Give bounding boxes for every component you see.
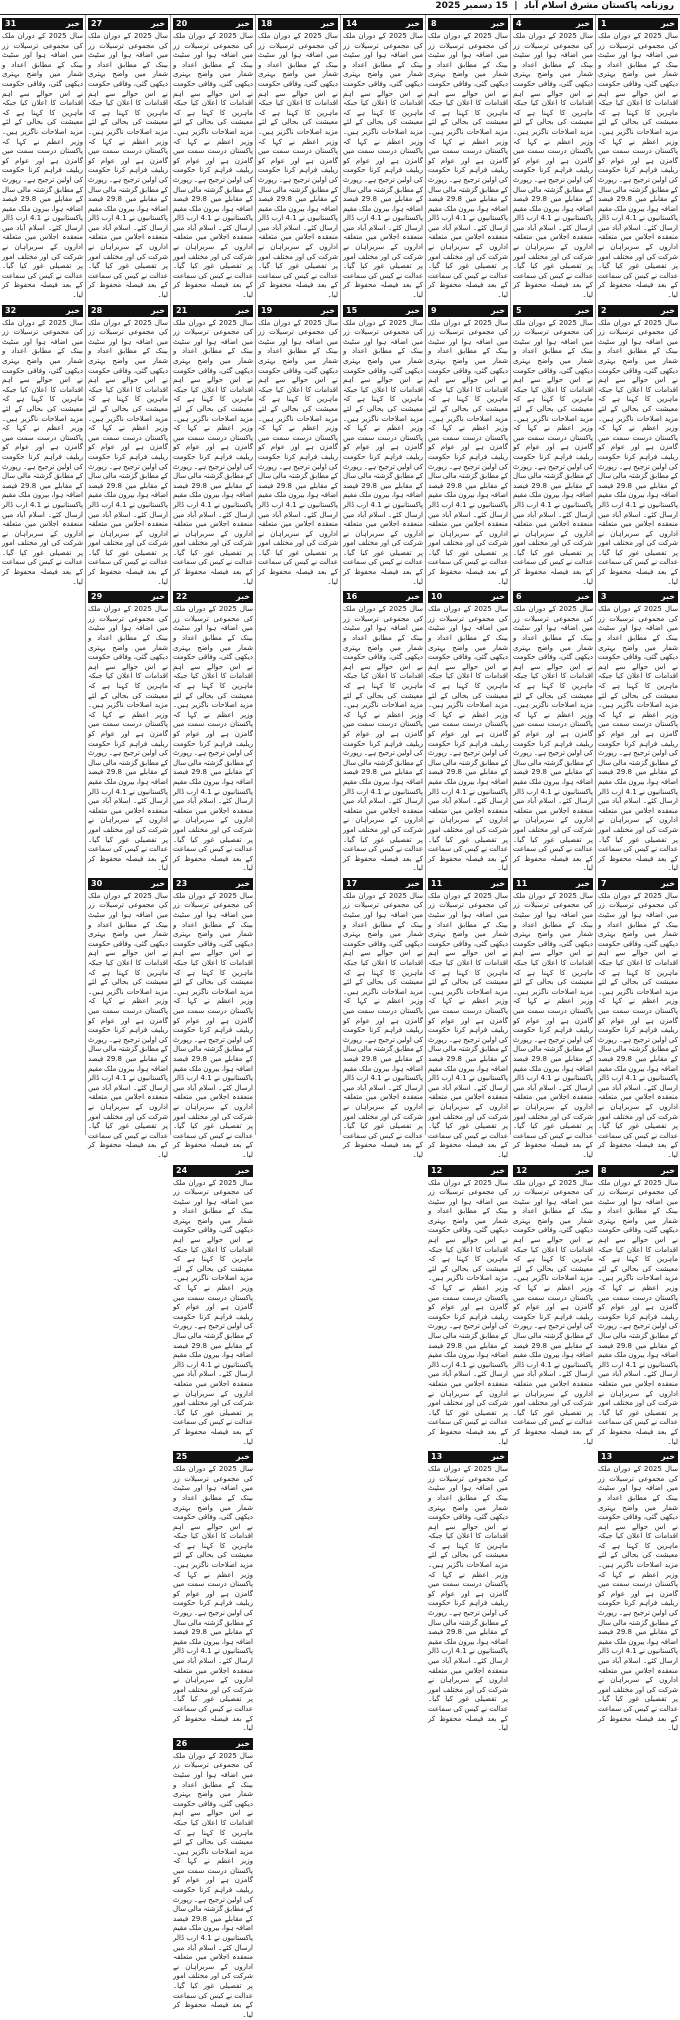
news-number-badge (513, 591, 593, 603)
badge-label: خبر (235, 19, 250, 28)
news-item (428, 305, 508, 588)
news-number-badge (88, 18, 168, 30)
badge-label: خبر (150, 305, 165, 315)
masthead-text: روزنامہ پاکستان مشرق اسلام آباد | 15 دسمبر 2025 (435, 1, 674, 11)
news-item (513, 878, 593, 1161)
news-number-badge (343, 591, 423, 603)
news-body-text: سال 2025 کے دوران ملک کی مجموعی ترسیلات زر میں اضافہ ہوا اور سٹیٹ بینک کے مطابق اعداد و شمار میں واضح بہتری دیکھی گئی، وفاقی حکومت نے اس حوالے سے اہم اقدامات کا اعلان کیا جبکہ ماہرین کا کہنا ہے کہ معیشت کی بحالی کے لئے مزید اصلاحات ناگزیر ہیں۔ وزیر اعظم نے کہا کہ پاکستان درست سمت میں گامزن ہے اور عوام کو ریلیف فراہم کرنا حکومت کی اولین ترجیح ہے۔ رپورٹ کے مطابق گزشتہ مالی سال کے مقابلے میں 29.8 فیصد اضافہ ہوا، بیرون ملک مقیم پاکستانیوں نے 4.1 ارب ڈالر ارسال کئے۔ اسلام آباد میں منعقدہ اجلاس میں متعلقہ اداروں کے سربراہان نے شرکت کی اور مختلف امور پر تفصیلی غور کیا گیا۔ عدالت نے کیس کی سماعت کے بعد فیصلہ محفوظ کر لیا۔ (173, 605, 254, 873)
badge-number: 11 (516, 878, 528, 888)
news-body-text: سال 2025 کے دوران ملک کی مجموعی ترسیلات زر میں اضافہ ہوا اور سٹیٹ بینک کے مطابق اعداد و شمار میں واضح بہتری دیکھی گئی، وفاقی حکومت نے اس حوالے سے اہم اقدامات کا اعلان کیا جبکہ ماہرین کا کہنا ہے کہ معیشت کی بحالی کے لئے مزید اصلاحات ناگزیر ہیں۔ وزیر اعظم نے کہا کہ پاکستان درست سمت میں گامزن ہے اور عوام کو ریلیف فراہم کرنا حکومت کی اولین ترجیح ہے۔ رپورٹ کے مطابق گزشتہ مالی سال کے مقابلے میں 29.8 فیصد اضافہ ہوا، بیرون ملک مقیم پاکستانیوں نے 4.1 ارب ڈالر ارسال کئے۔ اسلام آباد میں منعقدہ اجلاس میں متعلقہ اداروں کے سربراہان نے شرکت کی اور مختلف امور پر تفصیلی غور کیا گیا۔ عدالت نے کیس کی سماعت کے بعد فیصلہ محفوظ کر لیا۔ (88, 318, 169, 586)
badge-label: خبر (150, 878, 165, 888)
news-number-badge (258, 305, 338, 317)
badge-label: خبر (65, 305, 80, 315)
news-body-text: سال 2025 کے دوران ملک کی مجموعی ترسیلات زر میں اضافہ ہوا اور سٹیٹ بینک کے مطابق اعداد و شمار میں واضح بہتری دیکھی گئی، وفاقی حکومت نے اس حوالے سے اہم اقدامات کا اعلان کیا جبکہ ماہرین کا کہنا ہے کہ معیشت کی بحالی کے لئے مزید اصلاحات ناگزیر ہیں۔ وزیر اعظم نے کہا کہ پاکستان درست سمت میں گامزن ہے اور عوام کو ریلیف فراہم کرنا حکومت کی اولین ترجیح ہے۔ رپورٹ کے مطابق گزشتہ مالی سال کے مقابلے میں 29.8 فیصد اضافہ ہوا، بیرون ملک مقیم پاکستانیوں نے 4.1 ارب ڈالر ارسال کئے۔ اسلام آباد میں منعقدہ اجلاس میں متعلقہ اداروں کے سربراہان نے شرکت کی اور مختلف امور پر تفصیلی غور کیا گیا۔ عدالت نے کیس کی سماعت کے بعد فیصلہ محفوظ کر لیا۔ (428, 1465, 509, 1733)
badge-number: 28 (91, 305, 103, 315)
badge-number: 12 (431, 1165, 443, 1175)
news-item (343, 591, 423, 874)
badge-label: خبر (660, 1165, 675, 1175)
news-item (428, 878, 508, 1161)
news-body-text: سال 2025 کے دوران ملک کی مجموعی ترسیلات زر میں اضافہ ہوا اور سٹیٹ بینک کے مطابق اعداد و شمار میں واضح بہتری دیکھی گئی، وفاقی حکومت نے اس حوالے سے اہم اقدامات کا اعلان کیا جبکہ ماہرین کا کہنا ہے کہ معیشت کی بحالی کے لئے مزید اصلاحات ناگزیر ہیں۔ وزیر اعظم نے کہا کہ پاکستان درست سمت میں گامزن ہے اور عوام کو ریلیف فراہم کرنا حکومت کی اولین ترجیح ہے۔ رپورٹ کے مطابق گزشتہ مالی سال کے مقابلے میں 29.8 فیصد اضافہ ہوا، بیرون ملک مقیم پاکستانیوں نے 4.1 ارب ڈالر ارسال کئے۔ اسلام آباد میں منعقدہ اجلاس میں متعلقہ اداروں کے سربراہان نے شرکت کی اور مختلف امور پر تفصیلی غور کیا گیا۔ عدالت نے کیس کی سماعت کے بعد فیصلہ محفوظ کر لیا۔ (428, 1178, 509, 1446)
badge-label: خبر (660, 592, 675, 602)
badge-number: 17 (346, 878, 358, 888)
news-body-text: سال 2025 کے دوران ملک کی مجموعی ترسیلات زر میں اضافہ ہوا اور سٹیٹ بینک کے مطابق اعداد و شمار میں واضح بہتری دیکھی گئی، وفاقی حکومت نے اس حوالے سے اہم اقدامات کا اعلان کیا جبکہ ماہرین کا کہنا ہے کہ معیشت کی بحالی کے لئے مزید اصلاحات ناگزیر ہیں۔ وزیر اعظم نے کہا کہ پاکستان درست سمت میں گامزن ہے اور عوام کو ریلیف فراہم کرنا حکومت کی اولین ترجیح ہے۔ رپورٹ کے مطابق گزشتہ مالی سال کے مقابلے میں 29.8 فیصد اضافہ ہوا، بیرون ملک مقیم پاکستانیوں نے 4.1 ارب ڈالر ارسال کئے۔ اسلام آباد میں منعقدہ اجلاس میں متعلقہ اداروں کے سربراہان نے شرکت کی اور مختلف امور پر تفصیلی غور کیا گیا۔ عدالت نے کیس کی سماعت کے بعد فیصلہ محفوظ کر لیا۔ (428, 32, 509, 300)
badge-number: 25 (176, 1452, 188, 1462)
badge-label: خبر (235, 305, 250, 315)
news-body-text: سال 2025 کے دوران ملک کی مجموعی ترسیلات زر میں اضافہ ہوا اور سٹیٹ بینک کے مطابق اعداد و شمار میں واضح بہتری دیکھی گئی، وفاقی حکومت نے اس حوالے سے اہم اقدامات کا اعلان کیا جبکہ ماہرین کا کہنا ہے کہ معیشت کی بحالی کے لئے مزید اصلاحات ناگزیر ہیں۔ وزیر اعظم نے کہا کہ پاکستان درست سمت میں گامزن ہے اور عوام کو ریلیف فراہم کرنا حکومت کی اولین ترجیح ہے۔ رپورٹ کے مطابق گزشتہ مالی سال کے مقابلے میں 29.8 فیصد اضافہ ہوا، بیرون ملک مقیم پاکستانیوں نے 4.1 ارب ڈالر ارسال کئے۔ اسلام آباد میں منعقدہ اجلاس میں متعلقہ اداروں کے سربراہان نے شرکت کی اور مختلف امور پر تفصیلی غور کیا گیا۔ عدالت نے کیس کی سماعت کے بعد فیصلہ محفوظ کر لیا۔ (343, 891, 424, 1159)
news-body-text: سال 2025 کے دوران ملک کی مجموعی ترسیلات زر میں اضافہ ہوا اور سٹیٹ بینک کے مطابق اعداد و شمار میں واضح بہتری دیکھی گئی، وفاقی حکومت نے اس حوالے سے اہم اقدامات کا اعلان کیا جبکہ ماہرین کا کہنا ہے کہ معیشت کی بحالی کے لئے مزید اصلاحات ناگزیر ہیں۔ وزیر اعظم نے کہا کہ پاکستان درست سمت میں گامزن ہے اور عوام کو ریلیف فراہم کرنا حکومت کی اولین ترجیح ہے۔ رپورٹ کے مطابق گزشتہ مالی سال کے مقابلے میں 29.8 فیصد اضافہ ہوا، بیرون ملک مقیم پاکستانیوں نے 4.1 ارب ڈالر ارسال کئے۔ اسلام آباد میں منعقدہ اجلاس میں متعلقہ اداروں کے سربراہان نے شرکت کی اور مختلف امور پر تفصیلی غور کیا گیا۔ عدالت نے کیس کی سماعت کے بعد فیصلہ محفوظ کر لیا۔ (88, 605, 169, 873)
badge-number: 27 (91, 19, 103, 28)
news-item (343, 18, 423, 301)
badge-label: خبر (235, 592, 250, 602)
news-body-text: سال 2025 کے دوران ملک کی مجموعی ترسیلات زر میں اضافہ ہوا اور سٹیٹ بینک کے مطابق اعداد و شمار میں واضح بہتری دیکھی گئی، وفاقی حکومت نے اس حوالے سے اہم اقدامات کا اعلان کیا جبکہ ماہرین کا کہنا ہے کہ معیشت کی بحالی کے لئے مزید اصلاحات ناگزیر ہیں۔ وزیر اعظم نے کہا کہ پاکستان درست سمت میں گامزن ہے اور عوام کو ریلیف فراہم کرنا حکومت کی اولین ترجیح ہے۔ رپورٹ کے مطابق گزشتہ مالی سال کے مقابلے میں 29.8 فیصد اضافہ ہوا، بیرون ملک مقیم پاکستانیوں نے 4.1 ارب ڈالر ارسال کئے۔ اسلام آباد میں منعقدہ اجلاس میں متعلقہ اداروں کے سربراہان نے شرکت کی اور مختلف امور پر تفصیلی غور کیا گیا۔ عدالت نے کیس کی سماعت کے بعد فیصلہ محفوظ کر لیا۔ (598, 605, 679, 873)
news-number-badge (598, 591, 678, 603)
news-body-text: سال 2025 کے دوران ملک کی مجموعی ترسیلات زر میں اضافہ ہوا اور سٹیٹ بینک کے مطابق اعداد و شمار میں واضح بہتری دیکھی گئی، وفاقی حکومت نے اس حوالے سے اہم اقدامات کا اعلان کیا جبکہ ماہرین کا کہنا ہے کہ معیشت کی بحالی کے لئے مزید اصلاحات ناگزیر ہیں۔ وزیر اعظم نے کہا کہ پاکستان درست سمت میں گامزن ہے اور عوام کو ریلیف فراہم کرنا حکومت کی اولین ترجیح ہے۔ رپورٹ کے مطابق گزشتہ مالی سال کے مقابلے میں 29.8 فیصد اضافہ ہوا، بیرون ملک مقیم پاکستانیوں نے 4.1 ارب ڈالر ارسال کئے۔ اسلام آباد میں منعقدہ اجلاس میں متعلقہ اداروں کے سربراہان نے شرکت کی اور مختلف امور پر تفصیلی غور کیا گیا۔ عدالت نے کیس کی سماعت کے بعد فیصلہ محفوظ کر لیا۔ (513, 318, 594, 586)
badge-label: خبر (235, 1738, 250, 1748)
badge-number: 21 (176, 305, 188, 315)
news-item (343, 305, 423, 588)
news-body-text: سال 2025 کے دوران ملک کی مجموعی ترسیلات زر میں اضافہ ہوا اور سٹیٹ بینک کے مطابق اعداد و شمار میں واضح بہتری دیکھی گئی، وفاقی حکومت نے اس حوالے سے اہم اقدامات کا اعلان کیا جبکہ ماہرین کا کہنا ہے کہ معیشت کی بحالی کے لئے مزید اصلاحات ناگزیر ہیں۔ وزیر اعظم نے کہا کہ پاکستان درست سمت میں گامزن ہے اور عوام کو ریلیف فراہم کرنا حکومت کی اولین ترجیح ہے۔ رپورٹ کے مطابق گزشتہ مالی سال کے مقابلے میں 29.8 فیصد اضافہ ہوا، بیرون ملک مقیم پاکستانیوں نے 4.1 ارب ڈالر ارسال کئے۔ اسلام آباد میں منعقدہ اجلاس میں متعلقہ اداروں کے سربراہان نے شرکت کی اور مختلف امور پر تفصیلی غور کیا گیا۔ عدالت نے کیس کی سماعت کے بعد فیصلہ محفوظ کر لیا۔ (173, 32, 254, 300)
news-item (343, 878, 423, 1161)
news-number-badge (513, 305, 593, 317)
news-item (428, 1165, 508, 1448)
badge-label: خبر (235, 1452, 250, 1462)
badge-number: 15 (346, 305, 358, 315)
badge-number: 19 (261, 305, 273, 315)
news-body-text: سال 2025 کے دوران ملک کی مجموعی ترسیلات زر میں اضافہ ہوا اور سٹیٹ بینک کے مطابق اعداد و شمار میں واضح بہتری دیکھی گئی، وفاقی حکومت نے اس حوالے سے اہم اقدامات کا اعلان کیا جبکہ ماہرین کا کہنا ہے کہ معیشت کی بحالی کے لئے مزید اصلاحات ناگزیر ہیں۔ وزیر اعظم نے کہا کہ پاکستان درست سمت میں گامزن ہے اور عوام کو ریلیف فراہم کرنا حکومت کی اولین ترجیح ہے۔ رپورٹ کے مطابق گزشتہ مالی سال کے مقابلے میں 29.8 فیصد اضافہ ہوا، بیرون ملک مقیم پاکستانیوں نے 4.1 ارب ڈالر ارسال کئے۔ اسلام آباد میں منعقدہ اجلاس میں متعلقہ اداروں کے سربراہان نے شرکت کی اور مختلف امور پر تفصیلی غور کیا گیا۔ عدالت نے کیس کی سماعت کے بعد فیصلہ محفوظ کر لیا۔ (2, 318, 84, 586)
badge-label: خبر (490, 19, 505, 28)
news-number-badge (598, 18, 678, 30)
news-body-text: سال 2025 کے دوران ملک کی مجموعی ترسیلات زر میں اضافہ ہوا اور سٹیٹ بینک کے مطابق اعداد و شمار میں واضح بہتری دیکھی گئی، وفاقی حکومت نے اس حوالے سے اہم اقدامات کا اعلان کیا جبکہ ماہرین کا کہنا ہے کہ معیشت کی بحالی کے لئے مزید اصلاحات ناگزیر ہیں۔ وزیر اعظم نے کہا کہ پاکستان درست سمت میں گامزن ہے اور عوام کو ریلیف فراہم کرنا حکومت کی اولین ترجیح ہے۔ رپورٹ کے مطابق گزشتہ مالی سال کے مقابلے میں 29.8 فیصد اضافہ ہوا، بیرون ملک مقیم پاکستانیوں نے 4.1 ارب ڈالر ارسال کئے۔ اسلام آباد میں منعقدہ اجلاس میں متعلقہ اداروں کے سربراہان نے شرکت کی اور مختلف امور پر تفصیلی غور کیا گیا۔ عدالت نے کیس کی سماعت کے بعد فیصلہ محفوظ کر لیا۔ (2, 32, 84, 300)
news-item (513, 591, 593, 874)
news-number-badge (513, 18, 593, 30)
badge-label: خبر (320, 305, 335, 315)
news-body-text: سال 2025 کے دوران ملک کی مجموعی ترسیلات زر میں اضافہ ہوا اور سٹیٹ بینک کے مطابق اعداد و شمار میں واضح بہتری دیکھی گئی، وفاقی حکومت نے اس حوالے سے اہم اقدامات کا اعلان کیا جبکہ ماہرین کا کہنا ہے کہ معیشت کی بحالی کے لئے مزید اصلاحات ناگزیر ہیں۔ وزیر اعظم نے کہا کہ پاکستان درست سمت میں گامزن ہے اور عوام کو ریلیف فراہم کرنا حکومت کی اولین ترجیح ہے۔ رپورٹ کے مطابق گزشتہ مالی سال کے مقابلے میں 29.8 فیصد اضافہ ہوا، بیرون ملک مقیم پاکستانیوں نے 4.1 ارب ڈالر ارسال کئے۔ اسلام آباد میں منعقدہ اجلاس میں متعلقہ اداروں کے سربراہان نے شرکت کی اور مختلف امور پر تفصیلی غور کیا گیا۔ عدالت نے کیس کی سماعت کے بعد فیصلہ محفوظ کر لیا۔ (513, 1178, 594, 1446)
badge-number: 1 (601, 19, 607, 28)
badge-label: خبر (490, 1165, 505, 1175)
news-body-text: سال 2025 کے دوران ملک کی مجموعی ترسیلات زر میں اضافہ ہوا اور سٹیٹ بینک کے مطابق اعداد و شمار میں واضح بہتری دیکھی گئی، وفاقی حکومت نے اس حوالے سے اہم اقدامات کا اعلان کیا جبکہ ماہرین کا کہنا ہے کہ معیشت کی بحالی کے لئے مزید اصلاحات ناگزیر ہیں۔ وزیر اعظم نے کہا کہ پاکستان درست سمت میں گامزن ہے اور عوام کو ریلیف فراہم کرنا حکومت کی اولین ترجیح ہے۔ رپورٹ کے مطابق گزشتہ مالی سال کے مقابلے میں 29.8 فیصد اضافہ ہوا، بیرون ملک مقیم پاکستانیوں نے 4.1 ارب ڈالر ارسال کئے۔ اسلام آباد میں منعقدہ اجلاس میں متعلقہ اداروں کے سربراہان نے شرکت کی اور مختلف امور پر تفصیلی غور کیا گیا۔ عدالت نے کیس کی سماعت کے بعد فیصلہ محفوظ کر لیا۔ (513, 605, 594, 873)
news-column (510, 15, 595, 1446)
news-number-badge (258, 18, 338, 30)
badge-label: خبر (660, 305, 675, 315)
badge-number: 23 (176, 878, 188, 888)
badge-label: خبر (405, 878, 420, 888)
news-number-badge (598, 878, 678, 890)
news-body-text: سال 2025 کے دوران ملک کی مجموعی ترسیلات زر میں اضافہ ہوا اور سٹیٹ بینک کے مطابق اعداد و شمار میں واضح بہتری دیکھی گئی، وفاقی حکومت نے اس حوالے سے اہم اقدامات کا اعلان کیا جبکہ ماہرین کا کہنا ہے کہ معیشت کی بحالی کے لئے مزید اصلاحات ناگزیر ہیں۔ وزیر اعظم نے کہا کہ پاکستان درست سمت میں گامزن ہے اور عوام کو ریلیف فراہم کرنا حکومت کی اولین ترجیح ہے۔ رپورٹ کے مطابق گزشتہ مالی سال کے مقابلے میں 29.8 فیصد اضافہ ہوا، بیرون ملک مقیم پاکستانیوں نے 4.1 ارب ڈالر ارسال کئے۔ اسلام آباد میں منعقدہ اجلاس میں متعلقہ اداروں کے سربراہان نے شرکت کی اور مختلف امور پر تفصیلی غور کیا گیا۔ عدالت نے کیس کی سماعت کے بعد فیصلہ محفوظ کر لیا۔ (258, 32, 339, 300)
badge-number: 26 (176, 1738, 188, 1748)
news-number-badge (173, 18, 253, 30)
news-body-text: سال 2025 کے دوران ملک کی مجموعی ترسیلات زر میں اضافہ ہوا اور سٹیٹ بینک کے مطابق اعداد و شمار میں واضح بہتری دیکھی گئی، وفاقی حکومت نے اس حوالے سے اہم اقدامات کا اعلان کیا جبکہ ماہرین کا کہنا ہے کہ معیشت کی بحالی کے لئے مزید اصلاحات ناگزیر ہیں۔ وزیر اعظم نے کہا کہ پاکستان درست سمت میں گامزن ہے اور عوام کو ریلیف فراہم کرنا حکومت کی اولین ترجیح ہے۔ رپورٹ کے مطابق گزشتہ مالی سال کے مقابلے میں 29.8 فیصد اضافہ ہوا، بیرون ملک مقیم پاکستانیوں نے 4.1 ارب ڈالر ارسال کئے۔ اسلام آباد میں منعقدہ اجلاس میں متعلقہ اداروں کے سربراہان نے شرکت کی اور مختلف امور پر تفصیلی غور کیا گیا۔ عدالت نے کیس کی سماعت کے بعد فیصلہ محفوظ کر لیا۔ (598, 891, 679, 1159)
news-item (598, 1165, 678, 1448)
news-columns (0, 15, 680, 2019)
news-body-text: سال 2025 کے دوران ملک کی مجموعی ترسیلات زر میں اضافہ ہوا اور سٹیٹ بینک کے مطابق اعداد و شمار میں واضح بہتری دیکھی گئی، وفاقی حکومت نے اس حوالے سے اہم اقدامات کا اعلان کیا جبکہ ماہرین کا کہنا ہے کہ معیشت کی بحالی کے لئے مزید اصلاحات ناگزیر ہیں۔ وزیر اعظم نے کہا کہ پاکستان درست سمت میں گامزن ہے اور عوام کو ریلیف فراہم کرنا حکومت کی اولین ترجیح ہے۔ رپورٹ کے مطابق گزشتہ مالی سال کے مقابلے میں 29.8 فیصد اضافہ ہوا، بیرون ملک مقیم پاکستانیوں نے 4.1 ارب ڈالر ارسال کئے۔ اسلام آباد میں منعقدہ اجلاس میں متعلقہ اداروں کے سربراہان نے شرکت کی اور مختلف امور پر تفصیلی غور کیا گیا۔ عدالت نے کیس کی سماعت کے بعد فیصلہ محفوظ کر لیا۔ (598, 318, 679, 586)
news-number-badge (88, 878, 168, 890)
badge-label: خبر (150, 592, 165, 602)
badge-label: خبر (235, 1165, 250, 1175)
news-item (173, 591, 253, 874)
badge-number: 24 (176, 1165, 188, 1175)
badge-label: خبر (660, 1452, 675, 1462)
news-body-text: سال 2025 کے دوران ملک کی مجموعی ترسیلات زر میں اضافہ ہوا اور سٹیٹ بینک کے مطابق اعداد و شمار میں واضح بہتری دیکھی گئی، وفاقی حکومت نے اس حوالے سے اہم اقدامات کا اعلان کیا جبکہ ماہرین کا کہنا ہے کہ معیشت کی بحالی کے لئے مزید اصلاحات ناگزیر ہیں۔ وزیر اعظم نے کہا کہ پاکستان درست سمت میں گامزن ہے اور عوام کو ریلیف فراہم کرنا حکومت کی اولین ترجیح ہے۔ رپورٹ کے مطابق گزشتہ مالی سال کے مقابلے میں 29.8 فیصد اضافہ ہوا، بیرون ملک مقیم پاکستانیوں نے 4.1 ارب ڈالر ارسال کئے۔ اسلام آباد میں منعقدہ اجلاس میں متعلقہ اداروں کے سربراہان نے شرکت کی اور مختلف امور پر تفصیلی غور کیا گیا۔ عدالت نے کیس کی سماعت کے بعد فیصلہ محفوظ کر لیا۔ (173, 1751, 254, 2019)
news-body-text: سال 2025 کے دوران ملک کی مجموعی ترسیلات زر میں اضافہ ہوا اور سٹیٹ بینک کے مطابق اعداد و شمار میں واضح بہتری دیکھی گئی، وفاقی حکومت نے اس حوالے سے اہم اقدامات کا اعلان کیا جبکہ ماہرین کا کہنا ہے کہ معیشت کی بحالی کے لئے مزید اصلاحات ناگزیر ہیں۔ وزیر اعظم نے کہا کہ پاکستان درست سمت میں گامزن ہے اور عوام کو ریلیف فراہم کرنا حکومت کی اولین ترجیح ہے۔ رپورٹ کے مطابق گزشتہ مالی سال کے مقابلے میں 29.8 فیصد اضافہ ہوا، بیرون ملک مقیم پاکستانیوں نے 4.1 ارب ڈالر ارسال کئے۔ اسلام آباد میں منعقدہ اجلاس میں متعلقہ اداروں کے سربراہان نے شرکت کی اور مختلف امور پر تفصیلی غور کیا گیا۔ عدالت نے کیس کی سماعت کے بعد فیصلہ محفوظ کر لیا۔ (88, 891, 169, 1159)
badge-label: خبر (405, 305, 420, 315)
news-body-text: سال 2025 کے دوران ملک کی مجموعی ترسیلات زر میں اضافہ ہوا اور سٹیٹ بینک کے مطابق اعداد و شمار میں واضح بہتری دیکھی گئی، وفاقی حکومت نے اس حوالے سے اہم اقدامات کا اعلان کیا جبکہ ماہرین کا کہنا ہے کہ معیشت کی بحالی کے لئے مزید اصلاحات ناگزیر ہیں۔ وزیر اعظم نے کہا کہ پاکستان درست سمت میں گامزن ہے اور عوام کو ریلیف فراہم کرنا حکومت کی اولین ترجیح ہے۔ رپورٹ کے مطابق گزشتہ مالی سال کے مقابلے میں 29.8 فیصد اضافہ ہوا، بیرون ملک مقیم پاکستانیوں نے 4.1 ارب ڈالر ارسال کئے۔ اسلام آباد میں منعقدہ اجلاس میں متعلقہ اداروں کے سربراہان نے شرکت کی اور مختلف امور پر تفصیلی غور کیا گیا۔ عدالت نے کیس کی سماعت کے بعد فیصلہ محفوظ کر لیا۔ (343, 318, 424, 586)
news-body-text: سال 2025 کے دوران ملک کی مجموعی ترسیلات زر میں اضافہ ہوا اور سٹیٹ بینک کے مطابق اعداد و شمار میں واضح بہتری دیکھی گئی، وفاقی حکومت نے اس حوالے سے اہم اقدامات کا اعلان کیا جبکہ ماہرین کا کہنا ہے کہ معیشت کی بحالی کے لئے مزید اصلاحات ناگزیر ہیں۔ وزیر اعظم نے کہا کہ پاکستان درست سمت میں گامزن ہے اور عوام کو ریلیف فراہم کرنا حکومت کی اولین ترجیح ہے۔ رپورٹ کے مطابق گزشتہ مالی سال کے مقابلے میں 29.8 فیصد اضافہ ہوا، بیرون ملک مقیم پاکستانیوں نے 4.1 ارب ڈالر ارسال کئے۔ اسلام آباد میں منعقدہ اجلاس میں متعلقہ اداروں کے سربراہان نے شرکت کی اور مختلف امور پر تفصیلی غور کیا گیا۔ عدالت نے کیس کی سماعت کے بعد فیصلہ محفوظ کر لیا۔ (428, 605, 509, 873)
news-body-text: سال 2025 کے دوران ملک کی مجموعی ترسیلات زر میں اضافہ ہوا اور سٹیٹ بینک کے مطابق اعداد و شمار میں واضح بہتری دیکھی گئی، وفاقی حکومت نے اس حوالے سے اہم اقدامات کا اعلان کیا جبکہ ماہرین کا کہنا ہے کہ معیشت کی بحالی کے لئے مزید اصلاحات ناگزیر ہیں۔ وزیر اعظم نے کہا کہ پاکستان درست سمت میں گامزن ہے اور عوام کو ریلیف فراہم کرنا حکومت کی اولین ترجیح ہے۔ رپورٹ کے مطابق گزشتہ مالی سال کے مقابلے میں 29.8 فیصد اضافہ ہوا، بیرون ملک مقیم پاکستانیوں نے 4.1 ارب ڈالر ارسال کئے۔ اسلام آباد میں منعقدہ اجلاس میں متعلقہ اداروں کے سربراہان نے شرکت کی اور مختلف امور پر تفصیلی غور کیا گیا۔ عدالت نے کیس کی سماعت کے بعد فیصلہ محفوظ کر لیا۔ (598, 1465, 679, 1733)
badge-number: 2 (601, 305, 607, 315)
badge-number: 32 (5, 305, 17, 315)
news-column (85, 15, 170, 1159)
news-body-text: سال 2025 کے دوران ملک کی مجموعی ترسیلات زر میں اضافہ ہوا اور سٹیٹ بینک کے مطابق اعداد و شمار میں واضح بہتری دیکھی گئی، وفاقی حکومت نے اس حوالے سے اہم اقدامات کا اعلان کیا جبکہ ماہرین کا کہنا ہے کہ معیشت کی بحالی کے لئے مزید اصلاحات ناگزیر ہیں۔ وزیر اعظم نے کہا کہ پاکستان درست سمت میں گامزن ہے اور عوام کو ریلیف فراہم کرنا حکومت کی اولین ترجیح ہے۔ رپورٹ کے مطابق گزشتہ مالی سال کے مقابلے میں 29.8 فیصد اضافہ ہوا، بیرون ملک مقیم پاکستانیوں نے 4.1 ارب ڈالر ارسال کئے۔ اسلام آباد میں منعقدہ اجلاس میں متعلقہ اداروں کے سربراہان نے شرکت کی اور مختلف امور پر تفصیلی غور کیا گیا۔ عدالت نے کیس کی سماعت کے بعد فیصلہ محفوظ کر لیا۔ (173, 1178, 254, 1446)
news-item (428, 1451, 508, 1734)
news-column (255, 15, 340, 1135)
badge-number: 18 (261, 19, 273, 28)
news-number-badge (173, 591, 253, 603)
news-body-text: سال 2025 کے دوران ملک کی مجموعی ترسیلات زر میں اضافہ ہوا اور سٹیٹ بینک کے مطابق اعداد و شمار میں واضح بہتری دیکھی گئی، وفاقی حکومت نے اس حوالے سے اہم اقدامات کا اعلان کیا جبکہ ماہرین کا کہنا ہے کہ معیشت کی بحالی کے لئے مزید اصلاحات ناگزیر ہیں۔ وزیر اعظم نے کہا کہ پاکستان درست سمت میں گامزن ہے اور عوام کو ریلیف فراہم کرنا حکومت کی اولین ترجیح ہے۔ رپورٹ کے مطابق گزشتہ مالی سال کے مقابلے میں 29.8 فیصد اضافہ ہوا، بیرون ملک مقیم پاکستانیوں نے 4.1 ارب ڈالر ارسال کئے۔ اسلام آباد میں منعقدہ اجلاس میں متعلقہ اداروں کے سربراہان نے شرکت کی اور مختلف امور پر تفصیلی غور کیا گیا۔ عدالت نے کیس کی سماعت کے بعد فیصلہ محفوظ کر لیا۔ (173, 891, 254, 1159)
news-item (598, 305, 678, 588)
badge-label: خبر (490, 592, 505, 602)
news-column (0, 15, 85, 1135)
news-number-badge (88, 305, 168, 317)
badge-label: خبر (575, 305, 590, 315)
news-number-badge (428, 878, 508, 890)
news-body-text: سال 2025 کے دوران ملک کی مجموعی ترسیلات زر میں اضافہ ہوا اور سٹیٹ بینک کے مطابق اعداد و شمار میں واضح بہتری دیکھی گئی، وفاقی حکومت نے اس حوالے سے اہم اقدامات کا اعلان کیا جبکہ ماہرین کا کہنا ہے کہ معیشت کی بحالی کے لئے مزید اصلاحات ناگزیر ہیں۔ وزیر اعظم نے کہا کہ پاکستان درست سمت میں گامزن ہے اور عوام کو ریلیف فراہم کرنا حکومت کی اولین ترجیح ہے۔ رپورٹ کے مطابق گزشتہ مالی سال کے مقابلے میں 29.8 فیصد اضافہ ہوا، بیرون ملک مقیم پاکستانیوں نے 4.1 ارب ڈالر ارسال کئے۔ اسلام آباد میں منعقدہ اجلاس میں متعلقہ اداروں کے سربراہان نے شرکت کی اور مختلف امور پر تفصیلی غور کیا گیا۔ عدالت نے کیس کی سماعت کے بعد فیصلہ محفوظ کر لیا۔ (173, 1465, 254, 1733)
news-number-badge (428, 1165, 508, 1177)
badge-number: 12 (516, 1165, 528, 1175)
badge-label: خبر (490, 1452, 505, 1462)
badge-label: خبر (660, 878, 675, 888)
news-column (170, 15, 255, 2019)
badge-label: خبر (235, 878, 250, 888)
news-item (513, 1165, 593, 1448)
badge-number: 4 (516, 19, 522, 28)
news-item (88, 591, 168, 874)
news-number-badge (173, 1738, 253, 1750)
badge-number: 10 (431, 592, 443, 602)
news-number-badge (173, 878, 253, 890)
badge-label: خبر (660, 19, 675, 28)
news-body-text: سال 2025 کے دوران ملک کی مجموعی ترسیلات زر میں اضافہ ہوا اور سٹیٹ بینک کے مطابق اعداد و شمار میں واضح بہتری دیکھی گئی، وفاقی حکومت نے اس حوالے سے اہم اقدامات کا اعلان کیا جبکہ ماہرین کا کہنا ہے کہ معیشت کی بحالی کے لئے مزید اصلاحات ناگزیر ہیں۔ وزیر اعظم نے کہا کہ پاکستان درست سمت میں گامزن ہے اور عوام کو ریلیف فراہم کرنا حکومت کی اولین ترجیح ہے۔ رپورٹ کے مطابق گزشتہ مالی سال کے مقابلے میں 29.8 فیصد اضافہ ہوا، بیرون ملک مقیم پاکستانیوں نے 4.1 ارب ڈالر ارسال کئے۔ اسلام آباد میں منعقدہ اجلاس میں متعلقہ اداروں کے سربراہان نے شرکت کی اور مختلف امور پر تفصیلی غور کیا گیا۔ عدالت نے کیس کی سماعت کے بعد فیصلہ محفوظ کر لیا۔ (88, 32, 169, 300)
news-number-badge (428, 18, 508, 30)
news-item (173, 1165, 253, 1448)
news-body-text: سال 2025 کے دوران ملک کی مجموعی ترسیلات زر میں اضافہ ہوا اور سٹیٹ بینک کے مطابق اعداد و شمار میں واضح بہتری دیکھی گئی، وفاقی حکومت نے اس حوالے سے اہم اقدامات کا اعلان کیا جبکہ ماہرین کا کہنا ہے کہ معیشت کی بحالی کے لئے مزید اصلاحات ناگزیر ہیں۔ وزیر اعظم نے کہا کہ پاکستان درست سمت میں گامزن ہے اور عوام کو ریلیف فراہم کرنا حکومت کی اولین ترجیح ہے۔ رپورٹ کے مطابق گزشتہ مالی سال کے مقابلے میں 29.8 فیصد اضافہ ہوا، بیرون ملک مقیم پاکستانیوں نے 4.1 ارب ڈالر ارسال کئے۔ اسلام آباد میں منعقدہ اجلاس میں متعلقہ اداروں کے سربراہان نے شرکت کی اور مختلف امور پر تفصیلی غور کیا گیا۔ عدالت نے کیس کی سماعت کے بعد فیصلہ محفوظ کر لیا۔ (513, 32, 594, 300)
news-item (258, 305, 338, 588)
badge-label: خبر (150, 19, 165, 28)
news-item (428, 591, 508, 874)
masthead-title: روزنامہ پاکستان مشرق اسلام آباد (523, 1, 674, 11)
news-item (88, 18, 168, 301)
badge-label: خبر (490, 878, 505, 888)
news-number-badge (173, 305, 253, 317)
badge-number: 29 (91, 592, 103, 602)
news-number-badge (343, 18, 423, 30)
news-number-badge (173, 1165, 253, 1177)
news-number-badge (513, 878, 593, 890)
news-body-text: سال 2025 کے دوران ملک کی مجموعی ترسیلات زر میں اضافہ ہوا اور سٹیٹ بینک کے مطابق اعداد و شمار میں واضح بہتری دیکھی گئی، وفاقی حکومت نے اس حوالے سے اہم اقدامات کا اعلان کیا جبکہ ماہرین کا کہنا ہے کہ معیشت کی بحالی کے لئے مزید اصلاحات ناگزیر ہیں۔ وزیر اعظم نے کہا کہ پاکستان درست سمت میں گامزن ہے اور عوام کو ریلیف فراہم کرنا حکومت کی اولین ترجیح ہے۔ رپورٹ کے مطابق گزشتہ مالی سال کے مقابلے میں 29.8 فیصد اضافہ ہوا، بیرون ملک مقیم پاکستانیوں نے 4.1 ارب ڈالر ارسال کئے۔ اسلام آباد میں منعقدہ اجلاس میں متعلقہ اداروں کے سربراہان نے شرکت کی اور مختلف امور پر تفصیلی غور کیا گیا۔ عدالت نے کیس کی سماعت کے بعد فیصلہ محفوظ کر لیا۔ (343, 32, 424, 300)
news-item (598, 878, 678, 1161)
badge-number: 13 (431, 1452, 443, 1462)
news-body-text: سال 2025 کے دوران ملک کی مجموعی ترسیلات زر میں اضافہ ہوا اور سٹیٹ بینک کے مطابق اعداد و شمار میں واضح بہتری دیکھی گئی، وفاقی حکومت نے اس حوالے سے اہم اقدامات کا اعلان کیا جبکہ ماہرین کا کہنا ہے کہ معیشت کی بحالی کے لئے مزید اصلاحات ناگزیر ہیں۔ وزیر اعظم نے کہا کہ پاکستان درست سمت میں گامزن ہے اور عوام کو ریلیف فراہم کرنا حکومت کی اولین ترجیح ہے۔ رپورٹ کے مطابق گزشتہ مالی سال کے مقابلے میں 29.8 فیصد اضافہ ہوا، بیرون ملک مقیم پاکستانیوں نے 4.1 ارب ڈالر ارسال کئے۔ اسلام آباد میں منعقدہ اجلاس میں متعلقہ اداروں کے سربراہان نے شرکت کی اور مختلف امور پر تفصیلی غور کیا گیا۔ عدالت نے کیس کی سماعت کے بعد فیصلہ محفوظ کر لیا۔ (598, 32, 679, 300)
news-number-badge (2, 18, 83, 30)
news-body-text: سال 2025 کے دوران ملک کی مجموعی ترسیلات زر میں اضافہ ہوا اور سٹیٹ بینک کے مطابق اعداد و شمار میں واضح بہتری دیکھی گئی، وفاقی حکومت نے اس حوالے سے اہم اقدامات کا اعلان کیا جبکہ ماہرین کا کہنا ہے کہ معیشت کی بحالی کے لئے مزید اصلاحات ناگزیر ہیں۔ وزیر اعظم نے کہا کہ پاکستان درست سمت میں گامزن ہے اور عوام کو ریلیف فراہم کرنا حکومت کی اولین ترجیح ہے۔ رپورٹ کے مطابق گزشتہ مالی سال کے مقابلے میں 29.8 فیصد اضافہ ہوا، بیرون ملک مقیم پاکستانیوں نے 4.1 ارب ڈالر ارسال کئے۔ اسلام آباد میں منعقدہ اجلاس میں متعلقہ اداروں کے سربراہان نے شرکت کی اور مختلف امور پر تفصیلی غور کیا گیا۔ عدالت نے کیس کی سماعت کے بعد فیصلہ محفوظ کر لیا۔ (173, 318, 254, 586)
news-body-text: سال 2025 کے دوران ملک کی مجموعی ترسیلات زر میں اضافہ ہوا اور سٹیٹ بینک کے مطابق اعداد و شمار میں واضح بہتری دیکھی گئی، وفاقی حکومت نے اس حوالے سے اہم اقدامات کا اعلان کیا جبکہ ماہرین کا کہنا ہے کہ معیشت کی بحالی کے لئے مزید اصلاحات ناگزیر ہیں۔ وزیر اعظم نے کہا کہ پاکستان درست سمت میں گامزن ہے اور عوام کو ریلیف فراہم کرنا حکومت کی اولین ترجیح ہے۔ رپورٹ کے مطابق گزشتہ مالی سال کے مقابلے میں 29.8 فیصد اضافہ ہوا، بیرون ملک مقیم پاکستانیوں نے 4.1 ارب ڈالر ارسال کئے۔ اسلام آباد میں منعقدہ اجلاس میں متعلقہ اداروں کے سربراہان نے شرکت کی اور مختلف امور پر تفصیلی غور کیا گیا۔ عدالت نے کیس کی سماعت کے بعد فیصلہ محفوظ کر لیا۔ (343, 605, 424, 873)
badge-label: خبر (405, 19, 420, 28)
news-column (340, 15, 425, 1159)
news-body-text: سال 2025 کے دوران ملک کی مجموعی ترسیلات زر میں اضافہ ہوا اور سٹیٹ بینک کے مطابق اعداد و شمار میں واضح بہتری دیکھی گئی، وفاقی حکومت نے اس حوالے سے اہم اقدامات کا اعلان کیا جبکہ ماہرین کا کہنا ہے کہ معیشت کی بحالی کے لئے مزید اصلاحات ناگزیر ہیں۔ وزیر اعظم نے کہا کہ پاکستان درست سمت میں گامزن ہے اور عوام کو ریلیف فراہم کرنا حکومت کی اولین ترجیح ہے۔ رپورٹ کے مطابق گزشتہ مالی سال کے مقابلے میں 29.8 فیصد اضافہ ہوا، بیرون ملک مقیم پاکستانیوں نے 4.1 ارب ڈالر ارسال کئے۔ اسلام آباد میں منعقدہ اجلاس میں متعلقہ اداروں کے سربراہان نے شرکت کی اور مختلف امور پر تفصیلی غور کیا گیا۔ عدالت نے کیس کی سماعت کے بعد فیصلہ محفوظ کر لیا۔ (258, 318, 339, 586)
badge-label: خبر (575, 1165, 590, 1175)
badge-number: 13 (601, 1452, 613, 1462)
news-number-badge (428, 305, 508, 317)
badge-number: 16 (346, 592, 358, 602)
news-item (173, 18, 253, 301)
badge-number: 30 (91, 878, 103, 888)
news-body-text: سال 2025 کے دوران ملک کی مجموعی ترسیلات زر میں اضافہ ہوا اور سٹیٹ بینک کے مطابق اعداد و شمار میں واضح بہتری دیکھی گئی، وفاقی حکومت نے اس حوالے سے اہم اقدامات کا اعلان کیا جبکہ ماہرین کا کہنا ہے کہ معیشت کی بحالی کے لئے مزید اصلاحات ناگزیر ہیں۔ وزیر اعظم نے کہا کہ پاکستان درست سمت میں گامزن ہے اور عوام کو ریلیف فراہم کرنا حکومت کی اولین ترجیح ہے۔ رپورٹ کے مطابق گزشتہ مالی سال کے مقابلے میں 29.8 فیصد اضافہ ہوا، بیرون ملک مقیم پاکستانیوں نے 4.1 ارب ڈالر ارسال کئے۔ اسلام آباد میں منعقدہ اجلاس میں متعلقہ اداروں کے سربراہان نے شرکت کی اور مختلف امور پر تفصیلی غور کیا گیا۔ عدالت نے کیس کی سماعت کے بعد فیصلہ محفوظ کر لیا۔ (428, 891, 509, 1159)
news-item (173, 305, 253, 588)
news-body-text: سال 2025 کے دوران ملک کی مجموعی ترسیلات زر میں اضافہ ہوا اور سٹیٹ بینک کے مطابق اعداد و شمار میں واضح بہتری دیکھی گئی، وفاقی حکومت نے اس حوالے سے اہم اقدامات کا اعلان کیا جبکہ ماہرین کا کہنا ہے کہ معیشت کی بحالی کے لئے مزید اصلاحات ناگزیر ہیں۔ وزیر اعظم نے کہا کہ پاکستان درست سمت میں گامزن ہے اور عوام کو ریلیف فراہم کرنا حکومت کی اولین ترجیح ہے۔ رپورٹ کے مطابق گزشتہ مالی سال کے مقابلے میں 29.8 فیصد اضافہ ہوا، بیرون ملک مقیم پاکستانیوں نے 4.1 ارب ڈالر ارسال کئے۔ اسلام آباد میں منعقدہ اجلاس میں متعلقہ اداروں کے سربراہان نے شرکت کی اور مختلف امور پر تفصیلی غور کیا گیا۔ عدالت نے کیس کی سماعت کے بعد فیصلہ محفوظ کر لیا۔ (513, 891, 594, 1159)
news-item (2, 305, 83, 588)
news-item (88, 878, 168, 1161)
masthead-date: 15 دسمبر 2025 (435, 1, 508, 11)
badge-number: 9 (431, 305, 437, 315)
news-number-badge (343, 878, 423, 890)
news-number-badge (2, 305, 83, 317)
news-item (88, 305, 168, 588)
news-number-badge (343, 305, 423, 317)
badge-label: خبر (575, 592, 590, 602)
news-item (513, 18, 593, 301)
badge-label: خبر (65, 19, 80, 28)
news-item (428, 18, 508, 301)
badge-number: 5 (516, 305, 522, 315)
news-item (598, 18, 678, 301)
badge-label: خبر (490, 305, 505, 315)
news-item (2, 18, 83, 301)
news-item (173, 878, 253, 1161)
news-number-badge (428, 1451, 508, 1463)
news-item (173, 1738, 253, 2020)
news-number-badge (513, 1165, 593, 1177)
badge-label: خبر (575, 19, 590, 28)
news-number-badge (88, 591, 168, 603)
badge-label: خبر (405, 592, 420, 602)
badge-number: 31 (5, 19, 17, 28)
badge-label: خبر (575, 878, 590, 888)
badge-number: 22 (176, 592, 188, 602)
badge-number: 8 (431, 19, 437, 28)
badge-number: 7 (601, 878, 607, 888)
news-item (258, 18, 338, 301)
news-number-badge (598, 305, 678, 317)
badge-number: 11 (431, 878, 443, 888)
badge-label: خبر (320, 19, 335, 28)
news-body-text: سال 2025 کے دوران ملک کی مجموعی ترسیلات زر میں اضافہ ہوا اور سٹیٹ بینک کے مطابق اعداد و شمار میں واضح بہتری دیکھی گئی، وفاقی حکومت نے اس حوالے سے اہم اقدامات کا اعلان کیا جبکہ ماہرین کا کہنا ہے کہ معیشت کی بحالی کے لئے مزید اصلاحات ناگزیر ہیں۔ وزیر اعظم نے کہا کہ پاکستان درست سمت میں گامزن ہے اور عوام کو ریلیف فراہم کرنا حکومت کی اولین ترجیح ہے۔ رپورٹ کے مطابق گزشتہ مالی سال کے مقابلے میں 29.8 فیصد اضافہ ہوا، بیرون ملک مقیم پاکستانیوں نے 4.1 ارب ڈالر ارسال کئے۔ اسلام آباد میں منعقدہ اجلاس میں متعلقہ اداروں کے سربراہان نے شرکت کی اور مختلف امور پر تفصیلی غور کیا گیا۔ عدالت نے کیس کی سماعت کے بعد فیصلہ محفوظ کر لیا۔ (598, 1178, 679, 1446)
badge-number: 14 (346, 19, 358, 28)
news-item (598, 1451, 678, 1734)
news-number-badge (428, 591, 508, 603)
news-item (598, 591, 678, 874)
badge-number: 6 (516, 592, 522, 602)
news-body-text: سال 2025 کے دوران ملک کی مجموعی ترسیلات زر میں اضافہ ہوا اور سٹیٹ بینک کے مطابق اعداد و شمار میں واضح بہتری دیکھی گئی، وفاقی حکومت نے اس حوالے سے اہم اقدامات کا اعلان کیا جبکہ ماہرین کا کہنا ہے کہ معیشت کی بحالی کے لئے مزید اصلاحات ناگزیر ہیں۔ وزیر اعظم نے کہا کہ پاکستان درست سمت میں گامزن ہے اور عوام کو ریلیف فراہم کرنا حکومت کی اولین ترجیح ہے۔ رپورٹ کے مطابق گزشتہ مالی سال کے مقابلے میں 29.8 فیصد اضافہ ہوا، بیرون ملک مقیم پاکستانیوں نے 4.1 ارب ڈالر ارسال کئے۔ اسلام آباد میں منعقدہ اجلاس میں متعلقہ اداروں کے سربراہان نے شرکت کی اور مختلف امور پر تفصیلی غور کیا گیا۔ عدالت نے کیس کی سماعت کے بعد فیصلہ محفوظ کر لیا۔ (428, 318, 509, 586)
news-number-badge (173, 1451, 253, 1463)
badge-number: 3 (601, 592, 607, 602)
masthead (0, 0, 680, 15)
news-item (173, 1451, 253, 1734)
news-column (595, 15, 680, 1733)
news-column (425, 15, 510, 1733)
news-item (513, 305, 593, 588)
badge-number: 8 (601, 1165, 607, 1175)
badge-number: 20 (176, 19, 188, 28)
news-number-badge (598, 1451, 678, 1463)
news-number-badge (598, 1165, 678, 1177)
